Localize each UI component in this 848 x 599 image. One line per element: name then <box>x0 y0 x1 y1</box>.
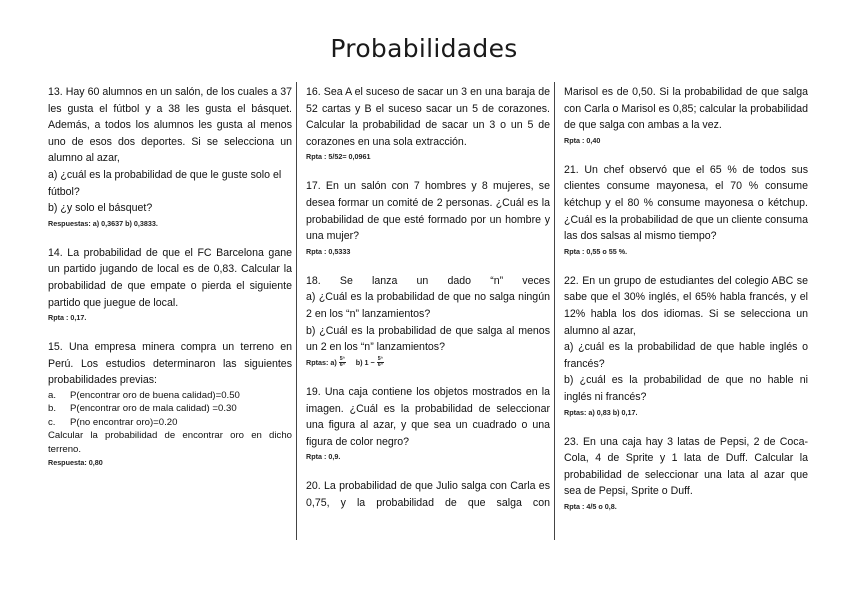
option-letter: a. <box>48 389 57 401</box>
column-3 <box>564 84 808 513</box>
problem-15 <box>48 339 292 469</box>
problem-15-question: Calcular la probabilidad de encontrar oro en dicho terreno. <box>48 430 292 455</box>
problem-15-option-b <box>48 402 292 415</box>
option-text: P(encontrar oro de buena calidad)=0.50 <box>70 389 240 401</box>
problem-13-part-a: a) ¿cuál es la probabilidad de que le guste solo el fútbol? <box>48 168 282 198</box>
option-letter: c. <box>48 416 56 428</box>
problem-22-part-b: b) ¿cuál es la probabilidad de que no hable ni inglés ni francés? <box>564 374 808 403</box>
option-letter: b. <box>48 403 57 415</box>
problem-20-continuation: Marisol es de 0,50. Si la probabilidad de que salga con Carla o Marisol es 0,85; calcular la probabilidad de que salga con ambas a la vez. <box>564 86 808 132</box>
column-divider-1 <box>296 82 297 540</box>
problem-14 <box>48 245 292 324</box>
problem-23-text: 23. En una caja hay 3 latas de Pepsi, 2 de Coca-Cola, 4 de Sprite y 1 lata de Duff. Calcular la probabilidad de seleccionar una lata al azar que sea de Pepsi, Sprite o Duff. <box>564 435 808 498</box>
fraction-denominator: 6ⁿ <box>377 362 383 369</box>
fraction-b <box>377 357 384 369</box>
problem-18-part-b: b) ¿Cuál es la probabilidad de que salga al menos un 2 en los “n” lanzamientos? <box>306 324 550 354</box>
problem-15-option-a <box>48 389 292 402</box>
problem-19-answer: Rpta : 0,9. <box>306 452 341 462</box>
answer-a-label: Rptas: a) <box>306 357 337 367</box>
problem-18-answer <box>306 357 550 369</box>
answer-b-label: b) 1 − <box>355 357 375 367</box>
problem-17-answer: Rpta : 0,5333 <box>306 246 351 256</box>
problem-22-text: 22. En un grupo de estudiantes del colegio ABC se sabe que el 30% inglés, el 65% habla francés, y el 12% habla los dos idiomas. Si se selecciona un alumno al azar, <box>564 274 808 337</box>
problem-22-answer: Rptas: a) 0,83 b) 0,17. <box>564 407 638 417</box>
problem-20-answer: Rpta : 0,40 <box>564 135 601 145</box>
problem-20 <box>306 478 550 511</box>
problem-16 <box>306 84 550 163</box>
problem-18 <box>306 273 550 369</box>
problem-13-text: 13. Hay 60 alumnos en un salón, de los cuales a 37 les gusta el fútbol y a 38 les gusta el básquet. Además, a todos los alumnos les gusta al menos uno de esos dos deportes. Si se selecciona un alumno al azar, <box>48 86 292 165</box>
problem-22-part-a: a) ¿cuál es la probabilidad de que hable inglés o francés? <box>564 341 808 370</box>
problem-13 <box>48 84 292 230</box>
problem-23 <box>564 434 808 513</box>
problem-15-answer: Respuesta: 0,80 <box>48 457 103 467</box>
problem-22 <box>564 273 808 419</box>
problem-19 <box>306 384 550 463</box>
problem-18-text: 18. Se lanza un dado “n” veces <box>306 274 550 287</box>
problem-23-answer: Rpta : 4/5 o 0,8. <box>564 501 617 511</box>
problem-19-text: 19. Una caja contiene los objetos mostrados en la imagen. ¿Cuál es la probabilidad de seleccionar una figura al azar, y que sea un cuadrado o una figura de color negro? <box>306 385 550 448</box>
problem-21-answer: Rpta : 0,55 o 55 %. <box>564 246 628 256</box>
problem-13-part-b: b) ¿y solo el básquet? <box>48 202 153 215</box>
fraction-denominator: 6ⁿ <box>339 362 345 369</box>
option-text: P(no encontrar oro)=0.20 <box>70 416 178 428</box>
problem-20-continued <box>564 84 808 147</box>
problem-13-answer: Respuestas: a) 0,3637 b) 0,3833. <box>48 218 158 228</box>
column-2 <box>306 84 550 511</box>
problem-15-text: 15. Una empresa minera compra un terreno en Perú. Los estudios determinaron las siguientes probabilidades previas: <box>48 341 292 387</box>
problem-17-text: 17. En un salón con 7 hombres y 8 mujeres, se desea formar un comité de 2 personas. ¿Cuál es la probabilidad de que esté formado por un hombre y una mujer? <box>306 180 550 243</box>
problem-21 <box>564 162 808 258</box>
fraction-a <box>339 357 346 369</box>
problem-14-answer: Rpta : 0,17. <box>48 313 87 323</box>
problem-16-text: 16. Sea A el suceso de sacar un 3 en una baraja de 52 cartas y B el suceso sacar un 5 de corazones. Calcular la probabilidad de sacar un 3 o un 5 de corazones en una sola extracción. <box>306 86 550 148</box>
column-1 <box>48 84 292 469</box>
column-divider-2 <box>554 82 555 540</box>
problem-14-text: 14. La probabilidad de que el FC Barcelona gane un partido jugando de local es de 0,83. Calcular la probabilidad de que empate o pierda el siguiente partido que juegue de local. <box>48 246 292 309</box>
problem-21-text: 21. Un chef observó que el 65 % de todos sus clientes consume mayonesa, el 70 % consume kétchup y el 80 % consume mayonesa o kétchup. ¿Cuál es la probabilidad de que un cliente consuma las dos salsas al mismo tiempo? <box>564 163 808 243</box>
page-title: Probabilidades <box>330 34 518 63</box>
option-text: P(encontrar oro de mala calidad) =0.30 <box>70 403 237 415</box>
problem-16-answer: Rpta : 5/52= 0,0961 <box>306 152 371 162</box>
problem-17 <box>306 178 550 257</box>
fraction-numerator: 5ⁿ <box>339 355 345 362</box>
problem-15-option-c <box>48 416 292 429</box>
fraction-numerator: 5ⁿ <box>377 355 383 362</box>
problem-18-part-a: a) ¿Cuál es la probabilidad de que no salga ningún 2 en los “n” lanzamientos? <box>306 291 550 320</box>
problem-20-text: 20. La probabilidad de que Julio salga con Carla es 0,75, y la probabilidad de que salga con <box>306 480 550 509</box>
